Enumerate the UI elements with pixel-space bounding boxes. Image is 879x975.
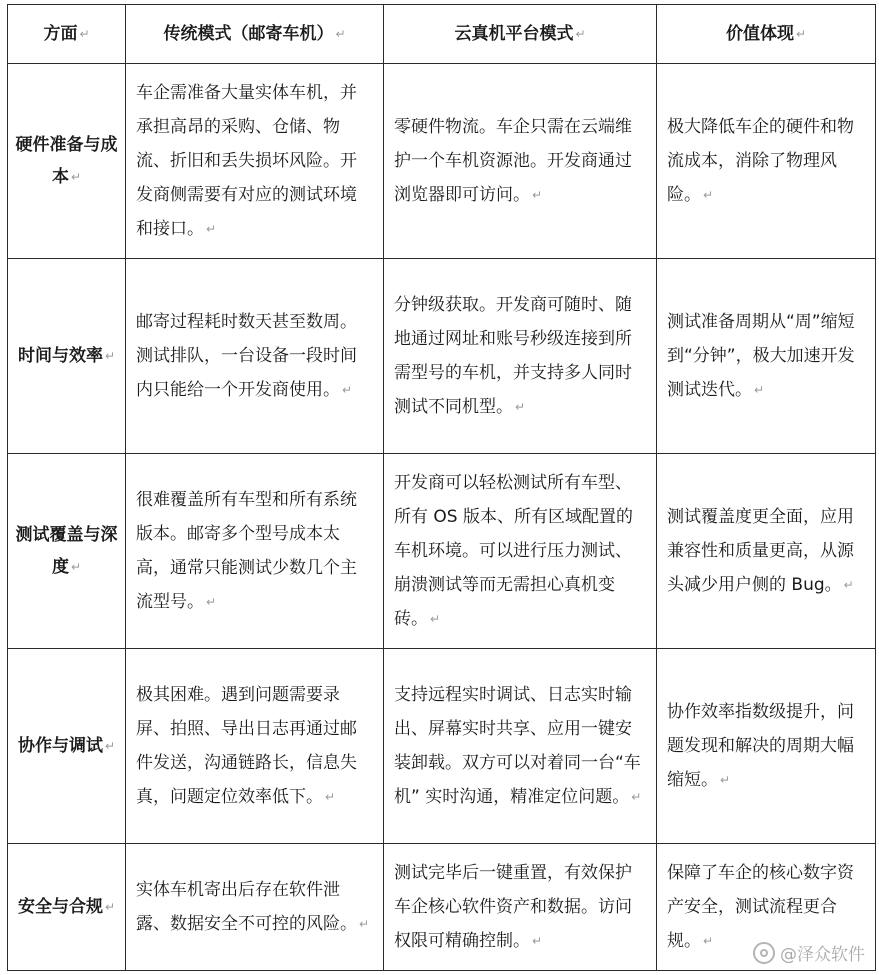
watermark-text: @泽众软件: [780, 945, 865, 965]
value-cell: 极大降低车企的硬件和物流成本，消除了物理风险。 ↵: [657, 64, 876, 259]
aspect-cell: 协作与调试 ↵: [8, 649, 126, 844]
traditional-cell: 极其困难。遇到问题需要录屏、拍照、导出日志再通过邮件发送，沟通链路长，信息失真，问题定位效率低下。 ↵: [126, 649, 384, 844]
traditional-cell: 实体车机寄出后存在软件泄露、数据安全不可控的风险。 ↵: [126, 844, 384, 971]
watermark: [753, 940, 865, 965]
aspect-cell: 硬件准备与成本 ↵: [8, 64, 126, 259]
table-row: [8, 259, 876, 454]
value-cell: 保障了车企的核心数字资产安全，测试流程更合规。 ↵: [657, 844, 876, 971]
table-row: [8, 64, 876, 259]
aspect-cell: 安全与合规 ↵: [8, 844, 126, 971]
traditional-cell: 邮寄过程耗时数天甚至数周。测试排队，一台设备一段时间内只能给一个开发商使用。 ↵: [126, 259, 384, 454]
header-value: 价值体现 ↵: [657, 5, 876, 64]
table-row: [8, 454, 876, 649]
aspect-cell: 测试覆盖与深度 ↵: [8, 454, 126, 649]
cloud-cell: 零硬件物流。车企只需在云端维护一个车机资源池。开发商通过浏览器即可访问。 ↵: [384, 64, 657, 259]
cloud-cell: 测试完毕后一键重置，有效保护车企核心软件资产和数据。访问权限可精确控制。 ↵: [384, 844, 657, 971]
document-page: [7, 4, 875, 970]
cloud-cell: 分钟级获取。开发商可随时、随地通过网址和账号秒级连接到所需型号的车机，并支持多人同时测试不同机型。 ↵: [384, 259, 657, 454]
header-cloud-mode: 云真机平台模式 ↵: [384, 5, 657, 64]
comparison-table: [7, 4, 876, 971]
table-row: [8, 844, 876, 971]
cloud-cell: 开发商可以轻松测试所有车型、所有 OS 版本、所有区域配置的车机环境。可以进行压力测试、崩溃测试等而无需担心真机变砖。 ↵: [384, 454, 657, 649]
value-cell: 测试准备周期从“周”缩短到“分钟”，极大加速开发测试迭代。 ↵: [657, 259, 876, 454]
aspect-cell: 时间与效率 ↵: [8, 259, 126, 454]
watermark-logo-icon: [753, 942, 775, 964]
table-row: [8, 649, 876, 844]
value-cell: 协作效率指数级提升，问题发现和解决的周期大幅缩短。 ↵: [657, 649, 876, 844]
traditional-cell: 车企需准备大量实体车机，并承担高昂的采购、仓储、物流、折旧和丢失损坏风险。开发商侧需要有对应的测试环境和接口。 ↵: [126, 64, 384, 259]
cloud-cell: 支持远程实时调试、日志实时输出、屏幕实时共享、应用一键安装卸载。双方可以对着同一台“车机” 实时沟通，精准定位问题。 ↵: [384, 649, 657, 844]
header-aspect: 方面 ↵: [8, 5, 126, 64]
header-traditional-mode: 传统模式（邮寄车机） ↵: [126, 5, 384, 64]
value-cell: 测试覆盖度更全面，应用兼容性和质量更高，从源头减少用户侧的 Bug。 ↵: [657, 454, 876, 649]
traditional-cell: 很难覆盖所有车型和所有系统版本。邮寄多个型号成本太高，通常只能测试少数几个主流型号。 ↵: [126, 454, 384, 649]
table-header-row: [8, 5, 876, 64]
